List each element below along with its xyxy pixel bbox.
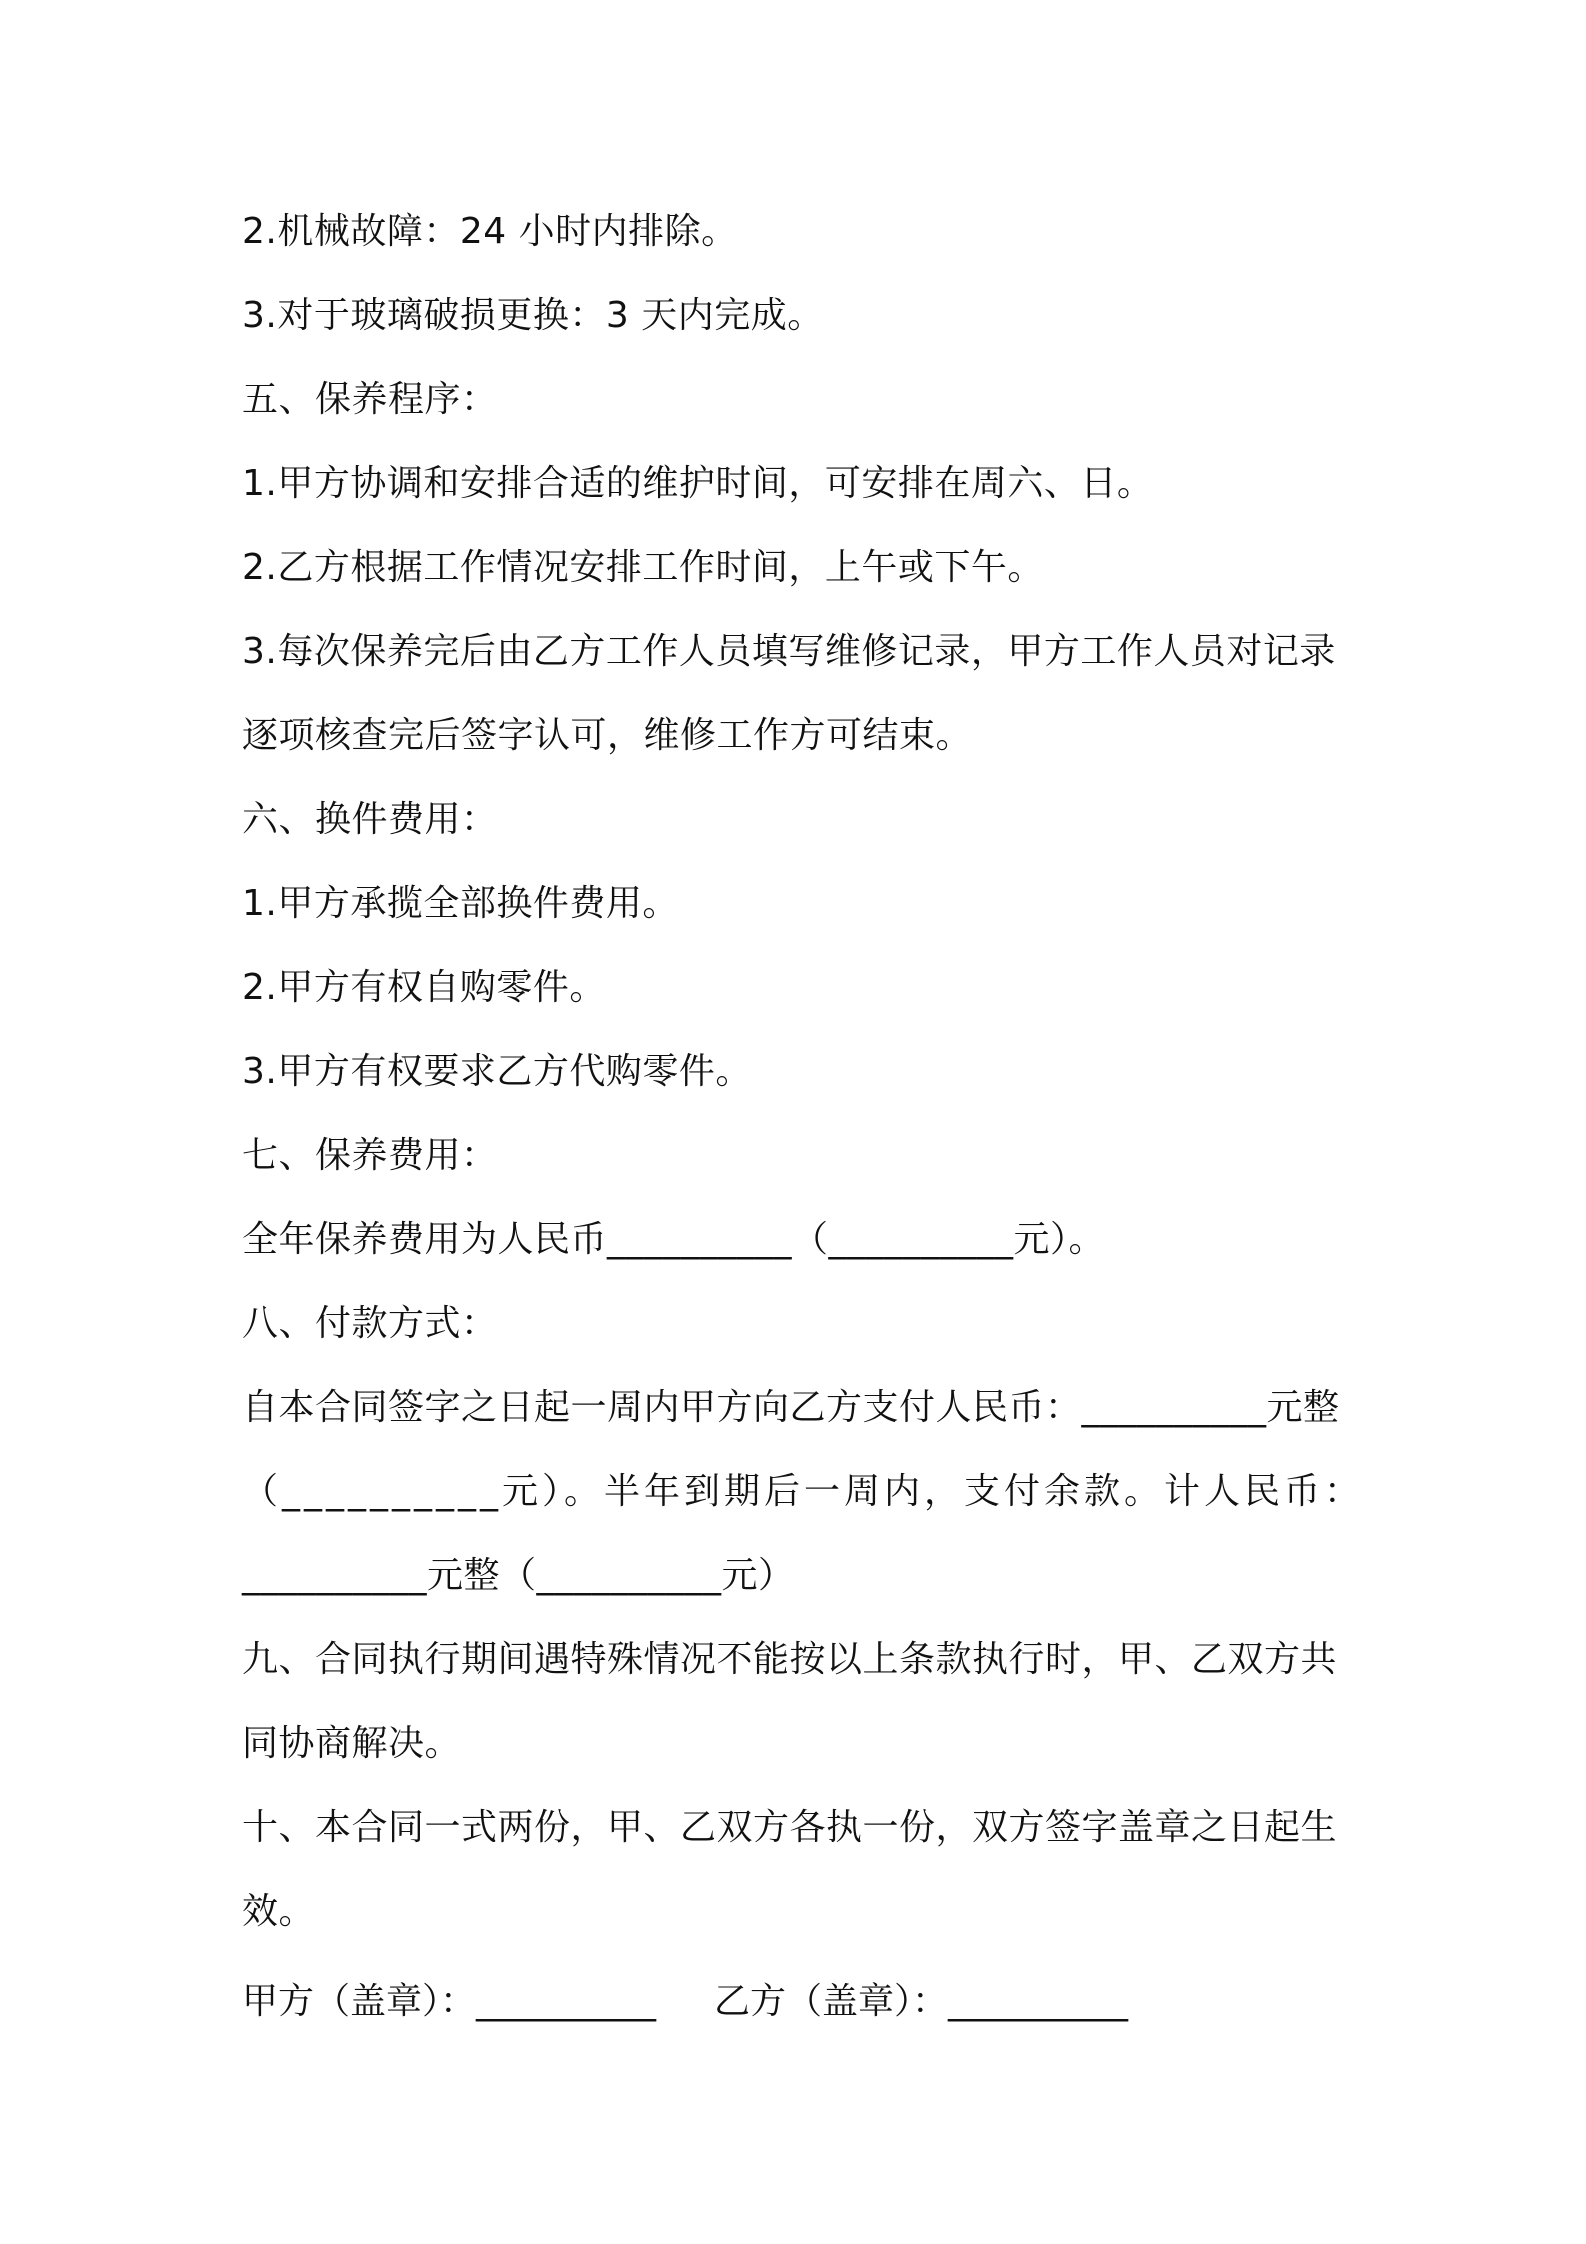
clause-line: __________元整（__________元） [242,1555,795,1596]
clause-line: 1.甲方承揽全部换件费用。 [242,883,679,924]
clause-line: 3.每次保养完后由乙方工作人员填写维修记录，甲方工作人员对记录 [242,631,1336,672]
section-heading: 九、合同执行期间遇特殊情况不能按以上条款执行时，甲、乙双方共 [242,1639,1338,1680]
clause-line: 3.对于玻璃破损更换：3 天内完成。 [242,295,824,336]
clause-line: 2.机械故障：24 小时内排除。 [242,211,738,252]
clause-line: 1.甲方协调和安排合适的维护时间，可安排在周六、日。 [242,463,1154,504]
clause-line: 3.甲方有权要求乙方代购零件。 [242,1051,752,1092]
clause-line: 2.乙方根据工作情况安排工作时间，上午或下午。 [242,547,1044,588]
section-heading: 七、保养费用： [242,1135,498,1176]
party-a-seal-line: 甲方（盖章）：__________ [242,1981,657,2022]
section-heading: 八、付款方式： [242,1303,498,1344]
clause-line: 2.甲方有权自购零件。 [242,967,606,1008]
section-heading: 五、保养程序： [242,379,498,420]
clause-line: 效。 [242,1891,316,1932]
section-heading: 六、换件费用： [242,799,498,840]
clause-line: 自本合同签字之日起一周内甲方向乙方支付人民币：__________元整 [242,1387,1340,1428]
clause-line: 逐项核查完后签字认可，维修工作方可结束。 [242,715,973,756]
clause-line: 同协商解决。 [242,1723,462,1764]
party-b-seal-line: 乙方（盖章）：__________ [714,1981,1129,2022]
clause-line: 全年保养费用为人民币__________（__________元）。 [242,1219,1106,1260]
clause-line: （__________元）。半年到期后一周内，支付余款。计人民币： [242,1471,1365,1512]
section-heading: 十、本合同一式两份，甲、乙双方各执一份，双方签字盖章之日起生 [242,1807,1338,1848]
